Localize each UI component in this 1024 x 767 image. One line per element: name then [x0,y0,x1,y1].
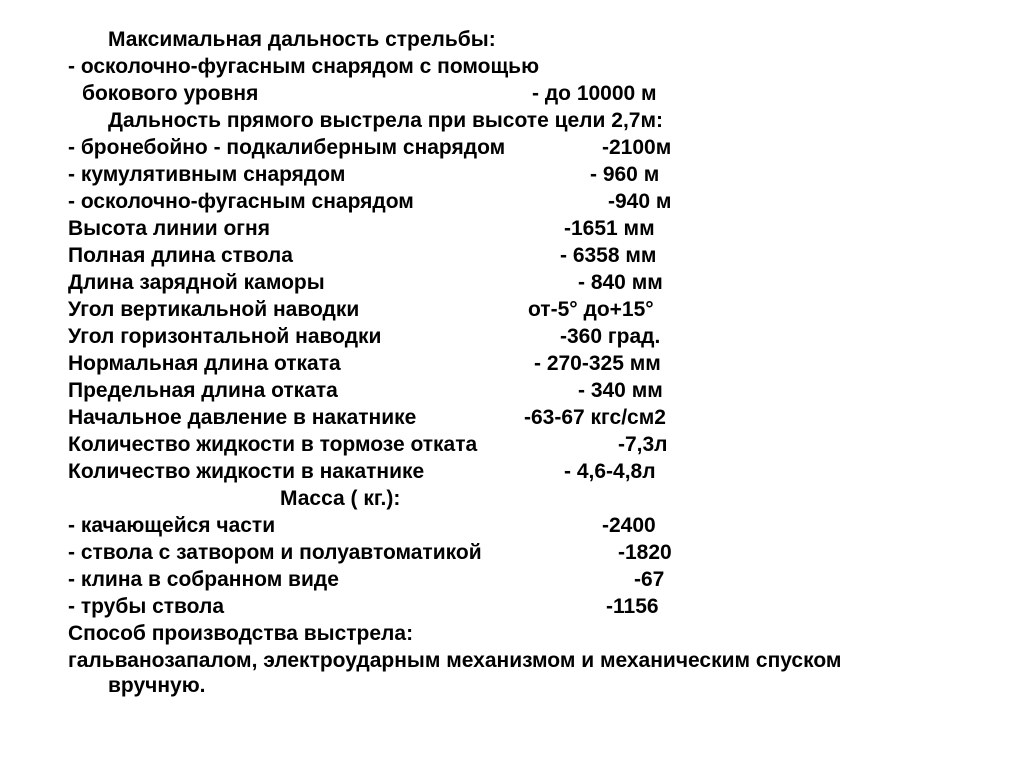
spec-value: -360 град. [560,325,661,348]
spec-label: Высота линии огня [68,217,270,240]
direct-value: -2100м [602,136,672,159]
spec-value: -7,3л [618,433,668,456]
range-item-value: - до 10000 м [532,82,657,105]
mass-value: -67 [634,568,665,591]
mass-label: - клина в собранном виде [68,568,339,591]
spec-label: Полная длина ствола [68,244,293,267]
firing-text-line1: гальванозапалом, электроударным механизмом и механическим спуском [68,649,842,672]
range-heading: Максимальная дальность стрельбы: [108,28,496,51]
range-item-line2: бокового уровня [82,82,259,105]
spec-value: - 4,6-4,8л [564,460,656,483]
direct-label: - бронебойно - подкалиберным снарядом [68,136,506,159]
mass-heading: Масса ( кг.): [280,487,401,510]
spec-label: Количество жидкости в тормозе отката [68,433,478,456]
direct-value: -940 м [608,190,672,213]
mass-label: - трубы ствола [68,595,225,618]
firing-heading: Способ производства выстрела: [68,622,414,645]
spec-value: от-5° до+15° [528,298,654,321]
direct-heading: Дальность прямого выстрела при высоте цели 2,7м: [108,109,663,132]
spec-value: - 840 мм [578,271,663,294]
direct-label: - осколочно-фугасным снарядом [68,190,414,213]
spec-value: - 270-325 мм [534,352,661,375]
mass-label: - ствола с затвором и полуавтоматикой [68,541,482,564]
mass-value: -1156 [606,595,659,618]
spec-label: Количество жидкости в накатнике [68,460,425,483]
firing-text-line2: вручную. [108,674,206,697]
direct-label: - кумулятивным снарядом [68,163,346,186]
spec-label: Нормальная длина отката [68,352,341,375]
spec-label: Угол вертикальной наводки [68,298,360,321]
spec-value: -63-67 кгс/см2 [524,406,666,429]
mass-value: -2400 [602,514,656,537]
spec-value: - 6358 мм [560,244,657,267]
spec-value: - 340 мм [578,379,663,402]
spec-label: Начальное давление в накатнике [68,406,417,429]
spec-label: Длина зарядной каморы [68,271,325,294]
spec-label: Предельная длина отката [68,379,338,402]
mass-value: -1820 [618,541,672,564]
direct-value: - 960 м [590,163,660,186]
range-item-line1: - осколочно-фугасным снарядом с помощью [68,55,540,78]
mass-label: - качающейся части [68,514,276,537]
spec-value: -1651 мм [564,217,655,240]
spec-label: Угол горизонтальной наводки [68,325,382,348]
